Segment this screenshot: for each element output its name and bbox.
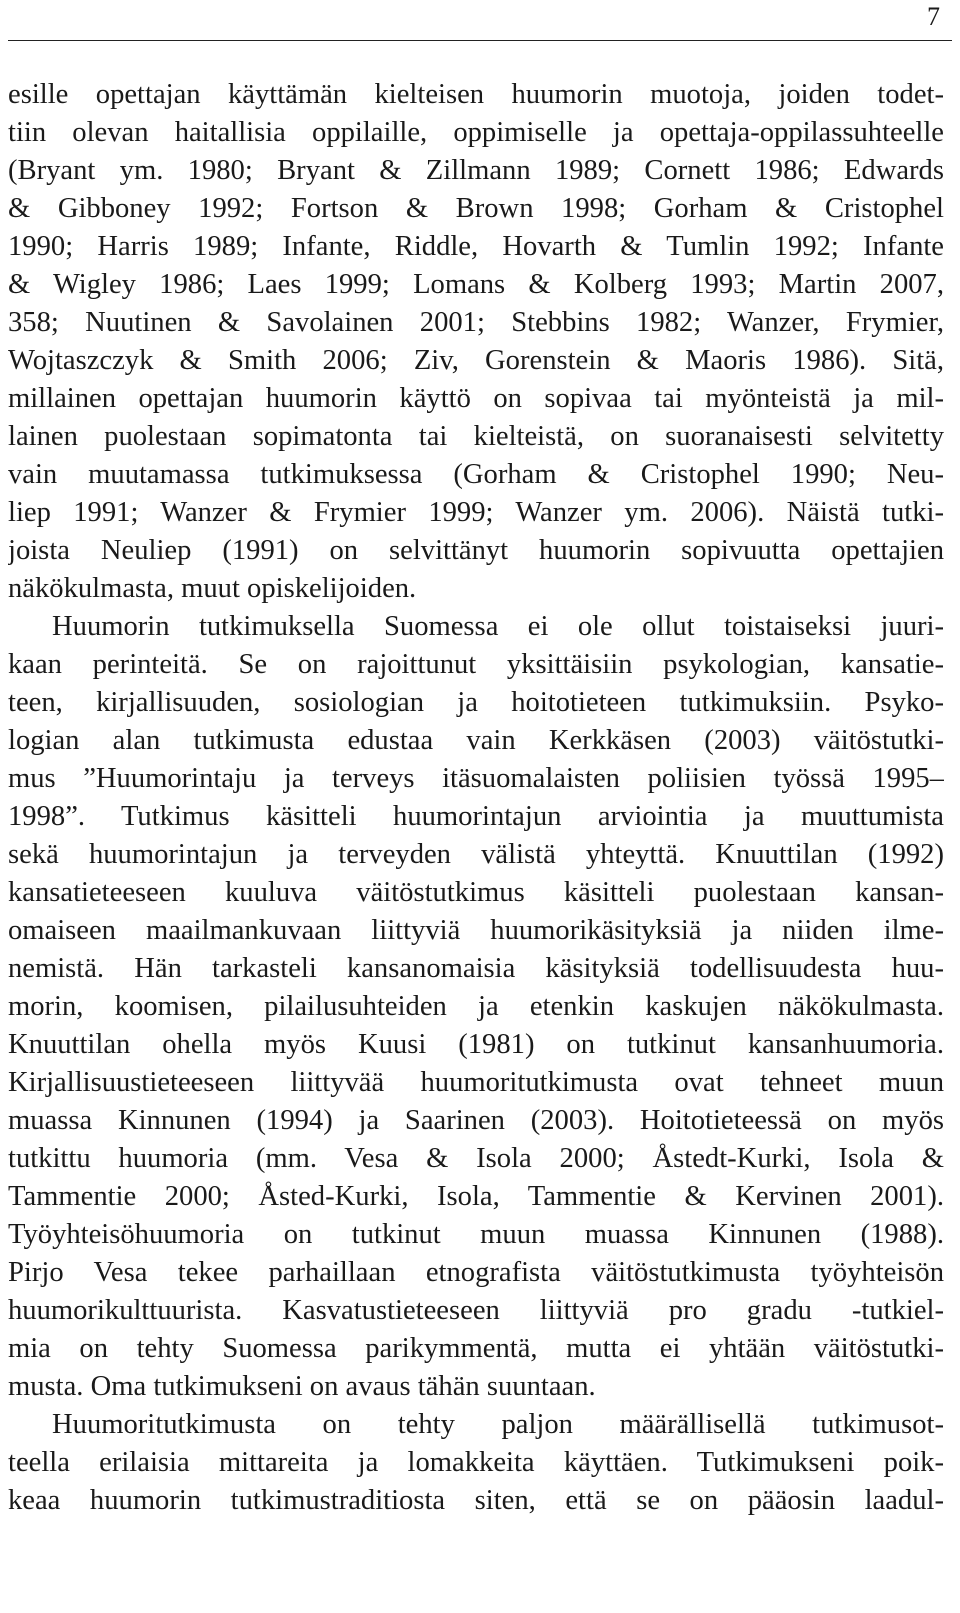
text-line: (Bryant ym. 1980; Bryant & Zillmann 1989; Cornett 1986; Edwards [8, 155, 944, 186]
text-line: Pirjo Vesa tekee parhaillaan etnografista väitöstutkimusta työyhteisön [8, 1257, 944, 1288]
text-line: morin, koomisen, pilailusuhteiden ja etenkin kaskujen näkökulmasta. [8, 991, 944, 1022]
page-number: 7 [927, 2, 940, 31]
text-line: Huumorin tutkimuksella Suomessa ei ole ollut toistaiseksi juuri- [52, 611, 944, 642]
text-line: teella erilaisia mittareita ja lomakkeita käyttäen. Tutkimukseni poik- [8, 1447, 944, 1478]
text-line: nemistä. Hän tarkasteli kansanomaisia käsityksiä todellisuudesta huu- [8, 953, 944, 984]
text-line: joista Neuliep (1991) on selvittänyt huumorin sopivuutta opettajien [8, 535, 944, 566]
text-line: 1990; Harris 1989; Infante, Riddle, Hovarth & Tumlin 1992; Infante [8, 231, 944, 262]
text-line: esille opettajan käyttämän kielteisen huumorin muotoja, joiden todet- [8, 79, 944, 110]
text-line: liep 1991; Wanzer & Frymier 1999; Wanzer ym. 2006). Näistä tutki- [8, 497, 944, 528]
text-line: Kirjallisuustieteeseen liittyvää huumoritutkimusta ovat tehneet muun [8, 1067, 944, 1098]
text-line: mia on tehty Suomessa parikymmentä, mutta ei yhtään väitöstutki- [8, 1333, 944, 1364]
text-line: Työyhteisöhuumoria on tutkinut muun muassa Kinnunen (1988). [8, 1219, 944, 1250]
text-line: & Gibboney 1992; Fortson & Brown 1998; Gorham & Cristophel [8, 193, 944, 224]
text-line: tutkittu huumoria (mm. Vesa & Isola 2000; Åstedt-Kurki, Isola & [8, 1143, 944, 1174]
text-line: 358; Nuutinen & Savolainen 2001; Stebbins 1982; Wanzer, Frymier, [8, 307, 944, 338]
text-line: Wojtaszczyk & Smith 2006; Ziv, Gorenstein & Maoris 1986). Sitä, [8, 345, 944, 376]
text-line: kansatieteeseen kuuluva väitöstutkimus käsitteli puolestaan kansan- [8, 877, 944, 908]
text-line: kaan perinteitä. Se on rajoittunut yksittäisiin psykologian, kansatie- [8, 649, 944, 680]
text-line: muassa Kinnunen (1994) ja Saarinen (2003). Hoitotieteessä on myös [8, 1105, 944, 1136]
text-line: sekä huumorintajun ja terveyden välistä yhteyttä. Knuuttilan (1992) [8, 839, 944, 870]
text-line: keaa huumorin tutkimustraditiosta siten, että se on pääosin laadul- [8, 1485, 944, 1516]
text-line: Huumoritutkimusta on tehty paljon määrällisellä tutkimusot- [52, 1409, 944, 1440]
text-line: mus ”Huumorintaju ja terveys itäsuomalaisten poliisien työssä 1995– [8, 763, 944, 794]
text-line: tiin olevan haitallisia oppilaille, oppimiselle ja opettaja-oppilassuhteelle [8, 117, 944, 148]
text-line: lainen puolestaan sopimatonta tai kielteistä, on suoranaisesti selvitetty [8, 421, 944, 452]
text-line: & Wigley 1986; Laes 1999; Lomans & Kolberg 1993; Martin 2007, [8, 269, 944, 300]
header-rule [8, 40, 952, 41]
text-line: millainen opettajan huumorin käyttö on sopivaa tai myönteistä ja mil- [8, 383, 944, 414]
text-line: huumorikulttuurista. Kasvatustieteeseen liittyviä pro gradu -tutkiel- [8, 1295, 944, 1326]
text-line: teen, kirjallisuuden, sosiologian ja hoitotieteen tutkimuksiin. Psyko- [8, 687, 944, 718]
text-line: omaiseen maailmankuvaan liittyviä huumorikäsityksiä ja niiden ilme- [8, 915, 944, 946]
paragraph-p1 [8, 76, 944, 608]
text-line: näkökulmasta, muut opiskelijoiden. [8, 573, 417, 604]
text-line: Tammentie 2000; Åsted-Kurki, Isola, Tammentie & Kervinen 2001). [8, 1181, 944, 1212]
paragraph-p2 [8, 608, 944, 1406]
text-line: musta. Oma tutkimukseni on avaus tähän suuntaan. [8, 1371, 596, 1402]
paragraph-p3 [8, 1406, 944, 1520]
text-line: 1998”. Tutkimus käsitteli huumorintajun arviointia ja muuttumista [8, 801, 944, 832]
text-line: Knuuttilan ohella myös Kuusi (1981) on tutkinut kansanhuumoria. [8, 1029, 944, 1060]
body-text [8, 76, 944, 1520]
text-line: logian alan tutkimusta edustaa vain Kerkkäsen (2003) väitöstutki- [8, 725, 944, 756]
text-line: vain muutamassa tutkimuksessa (Gorham & Cristophel 1990; Neu- [8, 459, 944, 490]
